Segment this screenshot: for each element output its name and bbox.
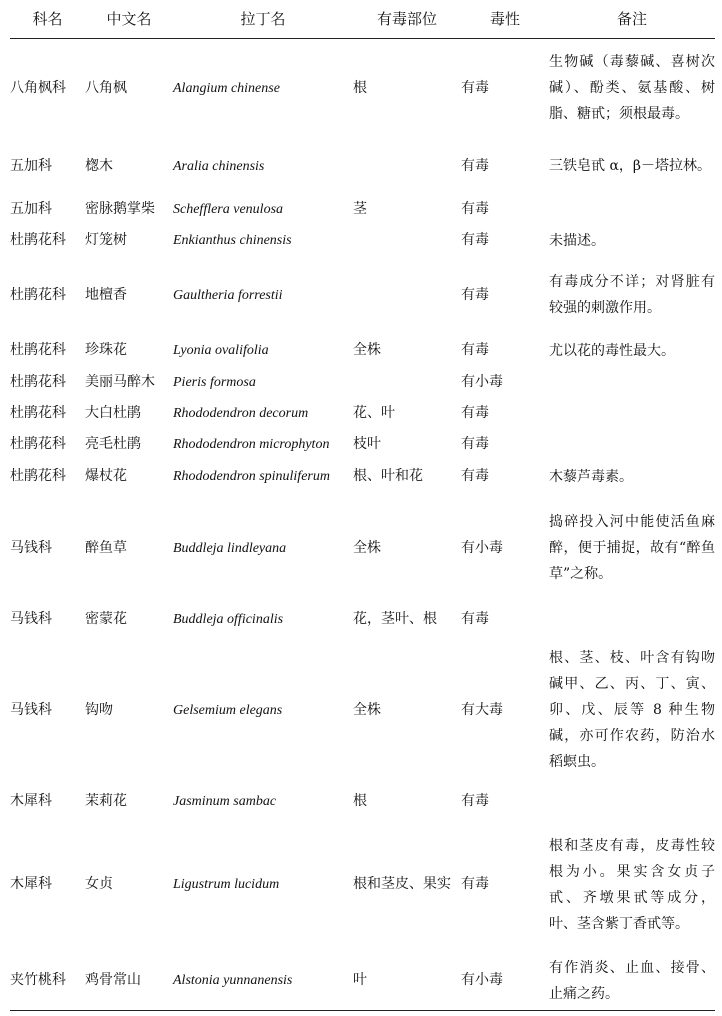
- cell-notes: 生物碱（毒藜碱、喜树次碱）、酚类、氨基酸、树脂、糖甙；须根最毒。: [549, 54, 715, 123]
- cell-family: 五加科: [10, 201, 52, 217]
- cell-latin-name: Aralia chinensis: [173, 158, 265, 174]
- table-row: [10, 603, 715, 635]
- cell-latin-name: Rhododendron microphyton: [173, 437, 330, 452]
- cell-chinese-name: 女贞: [85, 876, 113, 892]
- cell-notes: 未描述。: [549, 232, 605, 249]
- cell-toxic-part: 全株: [353, 342, 381, 358]
- cell-notes: [549, 785, 715, 817]
- cell-latin-name: Rhododendron spinuliferum: [173, 469, 330, 484]
- cell-family: 杜鹃花科: [10, 468, 66, 484]
- cell-notes: 木藜芦毒素。: [549, 468, 633, 485]
- cell-latin-name: Buddleja lindleyana: [173, 540, 287, 556]
- cell-chinese-name: 密蒙花: [85, 610, 127, 627]
- cell-latin-name: Enkianthus chinensis: [173, 233, 292, 248]
- cell-notes: 根、茎、枝、叶含有钩吻碱甲、乙、丙、丁、寅、卯、戊、辰等 8 种生物碱，亦可作农药，防治水稻螟虫。: [549, 650, 715, 770]
- cell-notes: 根和茎皮有毒，皮毒性较根为小。果实含女贞子甙、齐墩果甙等成分，叶、茎含紫丁香甙等。: [549, 837, 715, 932]
- cell-latin-name: Schefflera venulosa: [173, 202, 284, 217]
- table-row: [10, 138, 715, 194]
- table-row: [10, 460, 715, 493]
- cell-chinese-name: 密脉鹅掌柴: [85, 201, 155, 217]
- cell-latin-name: Alangium chinense: [173, 80, 280, 96]
- table-header: [10, 0, 715, 38]
- table-row: [10, 493, 715, 603]
- cell-toxic-part: 根: [353, 792, 367, 809]
- cell-family: 杜鹃花科: [10, 232, 66, 248]
- cell-toxicity: 有大毒: [461, 701, 503, 718]
- cell-toxic-part: 枝叶: [353, 436, 381, 452]
- cell-chinese-name: 灯笼树: [85, 232, 127, 248]
- cell-toxicity: 有毒: [461, 436, 489, 452]
- header-family: 科名: [10, 0, 85, 38]
- cell-toxicity: 有毒: [461, 792, 489, 809]
- cell-chinese-name: 珍珠花: [85, 342, 127, 358]
- cell-latin-name: Rhododendron decorum: [173, 406, 309, 421]
- header-latin-name: 拉丁名: [173, 0, 353, 38]
- cell-chinese-name: 茉莉花: [85, 792, 127, 809]
- cell-chinese-name: 大白杜鹃: [85, 405, 141, 421]
- table-row: [10, 194, 715, 225]
- cell-notes: [549, 603, 715, 635]
- cell-toxic-part: 花、叶: [353, 405, 395, 421]
- header-toxic-part: 有毒部位: [353, 0, 461, 38]
- cell-notes: [549, 194, 715, 225]
- cell-family: 五加科: [10, 157, 52, 174]
- cell-toxicity: 有毒: [461, 468, 489, 484]
- cell-chinese-name: 地檀香: [85, 286, 127, 303]
- cell-chinese-name: 钩吻: [85, 701, 113, 718]
- cell-chinese-name: 醉鱼草: [85, 539, 127, 556]
- table-body: [10, 38, 715, 1010]
- cell-notes: 捣碎投入河中能使活鱼麻醉，便于捕捉，故有“醉鱼草”之称。: [549, 514, 715, 582]
- cell-family: 马钱科: [10, 701, 52, 718]
- cell-toxic-part: [353, 256, 461, 334]
- cell-toxic-part: 全株: [353, 701, 381, 718]
- cell-family: 杜鹃花科: [10, 286, 66, 303]
- table-row: [10, 334, 715, 367]
- cell-notes: 有毒成分不详；对肾脏有较强的刺激作用。: [549, 274, 715, 316]
- cell-toxicity: 有小毒: [461, 539, 503, 556]
- cell-toxicity: 有毒: [461, 157, 489, 174]
- cell-latin-name: Buddleja officinalis: [173, 611, 284, 627]
- cell-chinese-name: 八角枫: [85, 79, 127, 96]
- table-row: [10, 225, 715, 256]
- table-row: [10, 785, 715, 817]
- table-row: [10, 817, 715, 952]
- cell-family: 杜鹃花科: [10, 405, 66, 421]
- cell-latin-name: Gaultheria forrestii: [173, 287, 283, 303]
- cell-family: 马钱科: [10, 539, 52, 556]
- cell-toxicity: 有小毒: [461, 952, 549, 1010]
- table-row: [10, 635, 715, 785]
- cell-chinese-name: 亮毛杜鹃: [85, 436, 141, 452]
- table-row: [10, 256, 715, 334]
- cell-chinese-name: 美丽马醉木: [85, 374, 155, 390]
- cell-toxicity: 有毒: [461, 232, 489, 248]
- cell-notes: 尤以花的毒性最大。: [549, 342, 675, 359]
- cell-latin-name: Pieris formosa: [173, 375, 256, 390]
- cell-family: 杜鹃花科: [10, 436, 66, 452]
- cell-family: 木犀科: [10, 792, 52, 809]
- cell-latin-name: Ligustrum lucidum: [173, 877, 280, 892]
- cell-family: 马钱科: [10, 610, 52, 627]
- cell-toxic-part: [353, 367, 461, 398]
- header-toxicity: 毒性: [461, 0, 549, 38]
- cell-latin-name: Alstonia yunnanensis: [173, 952, 353, 1010]
- cell-toxic-part: 根和茎皮、果实: [353, 876, 451, 892]
- cell-toxic-part: 叶: [353, 952, 461, 1010]
- cell-family: 木犀科: [10, 876, 52, 892]
- table-row: [10, 38, 715, 138]
- cell-toxicity: 有毒: [461, 876, 489, 892]
- table-row: [10, 367, 715, 398]
- cell-chinese-name: 鸡骨常山: [85, 952, 173, 1010]
- table-row: [10, 429, 715, 460]
- cell-toxicity: 有毒: [461, 79, 489, 96]
- cell-toxic-part: [353, 138, 461, 194]
- cell-toxic-part: 根: [353, 79, 367, 96]
- cell-notes: [549, 367, 715, 398]
- cell-chinese-name: 楤木: [85, 157, 113, 174]
- cell-family: 杜鹃花科: [10, 374, 66, 390]
- cell-toxic-part: 花，茎叶、根: [353, 610, 437, 627]
- cell-toxicity: 有毒: [461, 201, 489, 217]
- cell-latin-name: Jasminum sambac: [173, 793, 277, 809]
- cell-chinese-name: 爆杖花: [85, 468, 127, 484]
- cell-notes: 三铁皂甙 α，β－塔拉林。: [549, 158, 711, 174]
- cell-toxicity: 有毒: [461, 286, 489, 303]
- cell-toxicity: 有毒: [461, 342, 489, 358]
- toxic-plants-table: [10, 0, 715, 1011]
- cell-family: 杜鹃花科: [10, 342, 66, 358]
- cell-family: 夹竹桃科: [10, 952, 85, 1010]
- table-row: [10, 398, 715, 429]
- header-chinese-name: 中文名: [85, 0, 173, 38]
- cell-notes: [549, 429, 715, 460]
- header-row: [10, 0, 715, 38]
- cell-latin-name: Gelsemium elegans: [173, 702, 283, 718]
- cell-notes: 有作消炎、止血、接骨、止痛之药。: [549, 952, 715, 1010]
- cell-toxic-part: 茎: [353, 201, 367, 217]
- cell-toxicity: 有小毒: [461, 374, 503, 390]
- cell-family: 八角枫科: [10, 79, 66, 96]
- cell-toxic-part: [353, 225, 461, 256]
- cell-toxic-part: 根、叶和花: [353, 468, 423, 484]
- cell-toxicity: 有毒: [461, 610, 489, 627]
- cell-toxicity: 有毒: [461, 405, 489, 421]
- header-notes: 备注: [549, 0, 715, 38]
- cell-notes: [549, 398, 715, 429]
- cell-latin-name: Lyonia ovalifolia: [173, 343, 269, 358]
- cell-toxic-part: 全株: [353, 539, 381, 556]
- table-row: [10, 952, 715, 1010]
